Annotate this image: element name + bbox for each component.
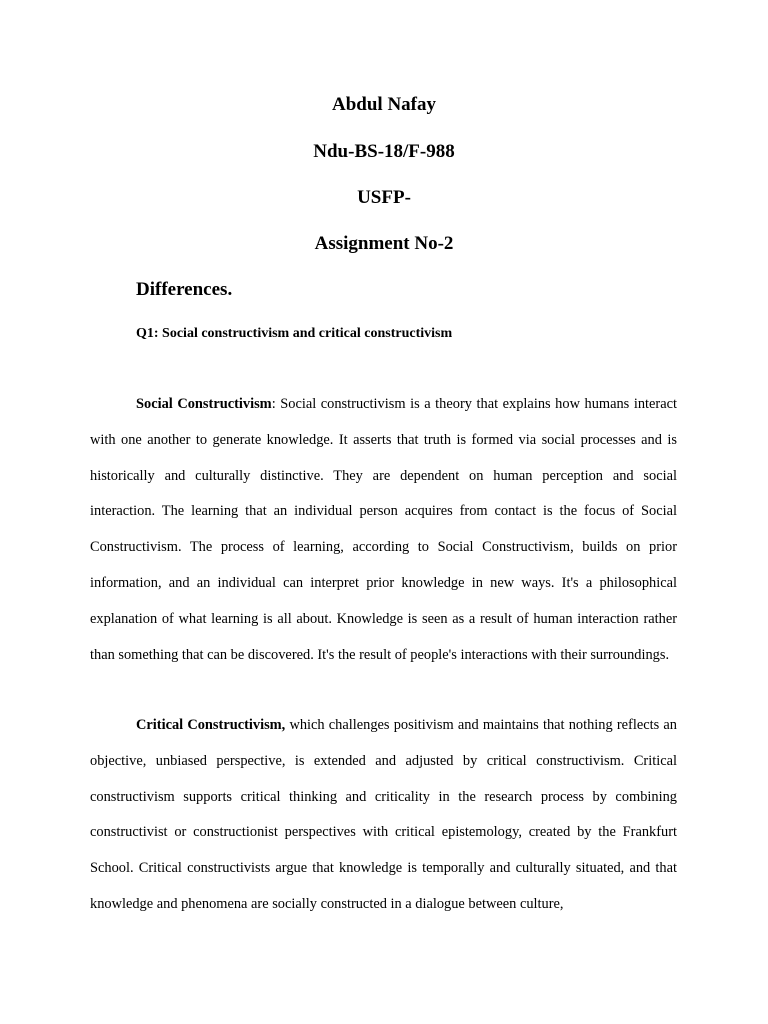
author-name: Abdul Nafay <box>332 94 436 115</box>
assignment-title: Assignment No-2 <box>314 233 454 254</box>
student-id: Ndu-BS-18/F-988 <box>313 141 455 162</box>
term-social-constructivism: Social Constructivism <box>136 396 272 412</box>
question-heading: Q1: Social constructivism and critical constructivism <box>136 326 453 341</box>
paragraph-social-constructivism-text: : Social constructivism is a theory that explains how humans interact with one another to generate knowledge. It asserts that truth is formed via social processes and is historically and culturally distinctive. They are dependent on human perception and social interaction. The learning that an individual person acquires from contact is the focus of Social Constructivism. The process of learning, according to Social Constructivism, builds on prior information, and an individual can interpret prior knowledge in new ways. It's a philosophical explanation of what learning is all about. Knowledge is seen as a result of human interaction rather than something that can be discovered. It's the result of people's interactions with their surroundings. <box>90 396 677 663</box>
paragraph-critical-constructivism <box>90 708 677 923</box>
section-heading: Differences. <box>136 279 233 300</box>
paragraph-critical-constructivism-text: which challenges positivism and maintains that nothing reflects an objective, unbiased perspective, is extended and adjusted by critical constructivism. Critical constructivism supports critical thinking and criticality in the research process by combining constructivist or constructionist perspectives with critical epistemology, created by the Frankfurt School. Critical constructivists argue that knowledge is temporally and culturally situated, and that knowledge and phenomena are socially constructed in a dialogue between culture, <box>90 717 677 912</box>
term-critical-constructivism: Critical Constructivism, <box>136 717 286 733</box>
paragraph-social-constructivism <box>90 387 677 673</box>
course-code: USFP- <box>357 187 411 208</box>
